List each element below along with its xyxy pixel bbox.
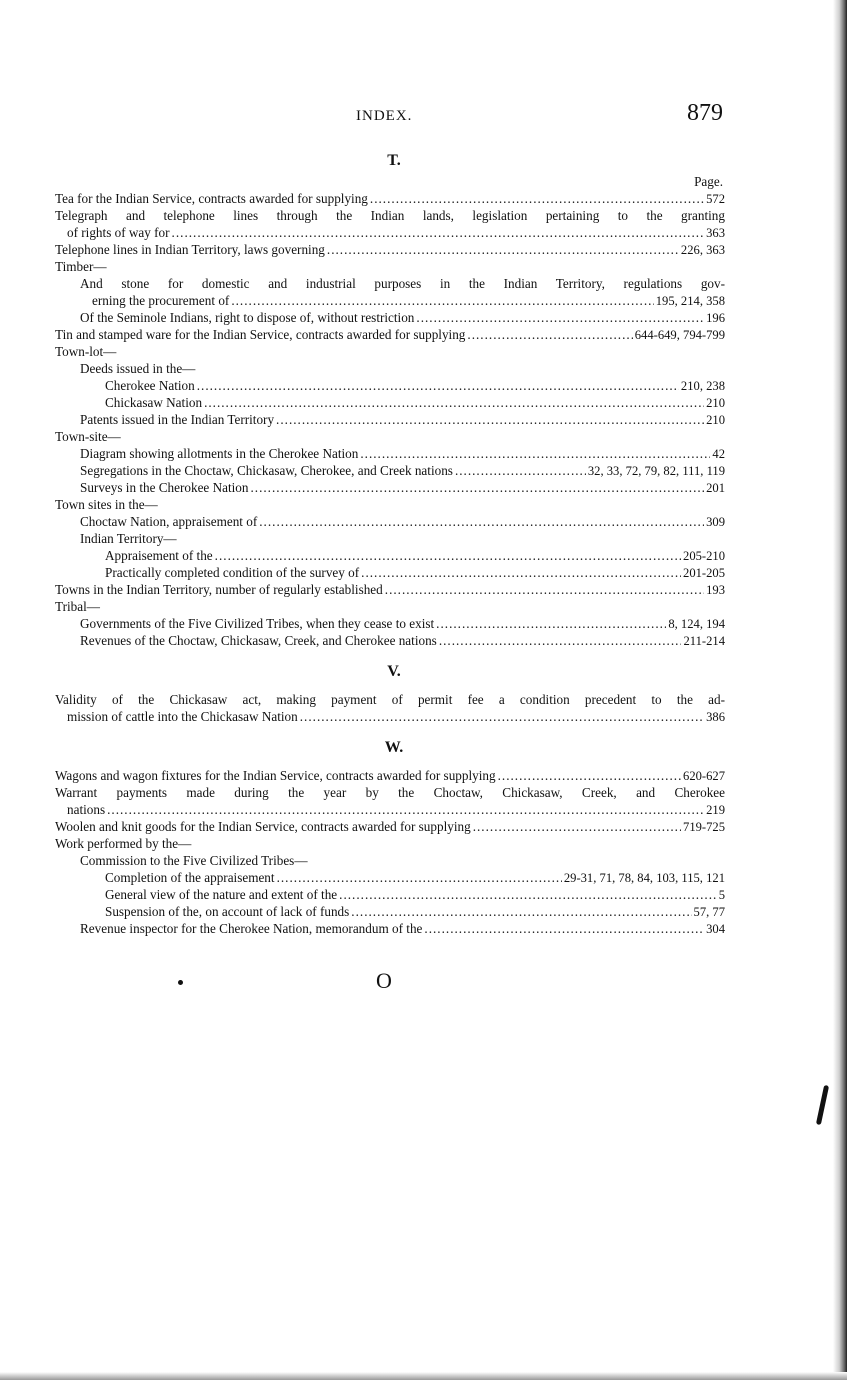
ink-smudge <box>816 1085 829 1125</box>
index-entry <box>55 326 725 343</box>
page-reference: 304 <box>706 922 725 936</box>
dot-leader <box>172 224 705 241</box>
page-reference: 211-214 <box>683 634 725 648</box>
page-reference: 201-205 <box>683 566 725 580</box>
entry-text: Surveys in the Cherokee Nation <box>80 480 249 495</box>
index-entry <box>55 767 725 784</box>
entry-text: Tribal— <box>55 599 100 614</box>
index-entry <box>55 309 725 326</box>
entry-text: Governments of the Five Civilized Tribes, when they cease to exist <box>80 616 435 631</box>
page-reference: 195, 214, 358 <box>655 294 725 308</box>
index-entry <box>55 818 725 835</box>
entry-text: Cherokee Nation <box>105 378 195 393</box>
page-reference: 5 <box>718 888 725 902</box>
page-reference: 210 <box>706 413 725 427</box>
entry-text: Chickasaw Nation <box>105 395 203 410</box>
index-entry <box>55 258 725 275</box>
entry-text: Wagons and wagon fixtures for the Indian Service, contracts awarded for supplying <box>55 768 496 783</box>
entry-text: Commission to the Five Civilized Tribes— <box>80 853 308 868</box>
entry-text: Practically completed condition of the survey of <box>105 565 360 580</box>
index-entry <box>55 496 725 513</box>
page-reference: 201 <box>706 481 725 495</box>
dot-leader <box>455 462 586 479</box>
dot-leader <box>339 886 717 903</box>
page-reference: 219 <box>706 803 725 817</box>
entry-text: General view of the nature and extent of the <box>105 887 338 902</box>
entry-text: Towns in the Indian Territory, number of regularly established <box>55 582 383 597</box>
dot-leader <box>300 708 704 725</box>
index-entry <box>55 462 725 479</box>
section-letter: W. <box>384 739 404 756</box>
dot-leader <box>467 326 632 343</box>
page-reference: 620-627 <box>683 769 725 783</box>
entry-text-line: Warrant payments made during the year by the Choctaw, Chickasaw, Creek, and Cherokee <box>55 785 725 800</box>
page-reference: 32, 33, 72, 79, 82, 111, 119 <box>587 464 725 478</box>
dot-leader <box>327 241 679 258</box>
dot-leader <box>385 581 704 598</box>
index-entry <box>55 275 725 309</box>
page-reference: 572 <box>706 192 725 206</box>
index-entry <box>55 852 725 869</box>
index-entry <box>55 360 725 377</box>
index-entry <box>55 903 725 920</box>
section-letter: T. <box>387 152 401 169</box>
index-entry <box>55 784 725 818</box>
entry-text: Patents issued in the Indian Territory <box>80 412 275 427</box>
entry-text: Town-lot— <box>55 344 117 359</box>
dot-leader <box>498 767 681 784</box>
dot-leader <box>416 309 704 326</box>
index-entry <box>55 428 725 445</box>
page-reference: 29-31, 71, 78, 84, 103, 115, 121 <box>563 871 725 885</box>
index-entry <box>55 920 725 937</box>
index-entry <box>55 547 725 564</box>
entry-text: Appraisement of the <box>105 548 213 563</box>
dot-leader <box>436 615 666 632</box>
dot-leader <box>370 190 704 207</box>
dot-leader <box>197 377 679 394</box>
section-letter: V. <box>387 663 401 680</box>
entry-text-line: Telegraph and telephone lines through the Indian lands, legislation pertaining to the granting <box>55 208 725 223</box>
entry-text: Woolen and knit goods for the Indian Service, contracts awarded for supplying <box>55 819 471 834</box>
index-entry <box>55 513 725 530</box>
dot-leader <box>231 292 653 309</box>
dot-leader <box>360 445 710 462</box>
entry-text: Tin and stamped ware for the Indian Service, contracts awarded for supplying <box>55 327 466 342</box>
entry-text: Indian Territory— <box>80 531 177 546</box>
running-head: INDEX. <box>356 108 413 124</box>
index-entry <box>55 691 725 725</box>
index-entry <box>55 190 725 207</box>
index-entry <box>55 530 725 547</box>
entry-text: Deeds issued in the— <box>80 361 196 376</box>
entry-text-line: And stone for domestic and industrial purposes in the Indian Territory, regulations gov- <box>80 276 725 291</box>
entry-text: mission of cattle into the Chickasaw Nation <box>67 709 298 724</box>
index-entry <box>55 581 725 598</box>
page-reference: 363 <box>706 226 725 240</box>
index-entry <box>55 343 725 360</box>
entry-text: Revenue inspector for the Cherokee Nation, memorandum of the <box>80 921 423 936</box>
entry-text: Of the Seminole Indians, right to dispose of, without restriction <box>80 310 415 325</box>
page-number: 879 <box>687 100 723 126</box>
entry-text: Segregations in the Choctaw, Chickasaw, Cherokee, and Creek nations <box>80 463 453 478</box>
dot-leader <box>204 394 704 411</box>
index-entry <box>55 411 725 428</box>
dot-leader <box>107 801 704 818</box>
page-column-label: Page. <box>694 174 723 189</box>
page-reference: 386 <box>706 710 725 724</box>
ink-dot <box>178 980 183 985</box>
page-edge-shadow <box>833 0 847 1380</box>
entry-text-line: Validity of the Chickasaw act, making payment of permit fee a condition precedent to the ad- <box>55 692 725 707</box>
entry-text: nations <box>67 802 106 817</box>
dot-leader <box>276 411 704 428</box>
page-reference: 210 <box>706 396 725 410</box>
entry-text: Timber— <box>55 259 107 274</box>
page-reference: 309 <box>706 515 725 529</box>
dot-leader <box>351 903 691 920</box>
index-entry <box>55 564 725 581</box>
index-entry <box>55 394 725 411</box>
index-entry <box>55 615 725 632</box>
dot-leader <box>277 869 562 886</box>
entry-text: Suspension of the, on account of lack of funds <box>105 904 350 919</box>
index-entry <box>55 241 725 258</box>
entry-text: Telephone lines in Indian Territory, laws governing <box>55 242 325 257</box>
dot-leader <box>215 547 681 564</box>
page-bottom-edge <box>0 1372 847 1380</box>
page-reference: 210, 238 <box>680 379 725 393</box>
dot-leader <box>439 632 682 649</box>
index-entry <box>55 445 725 462</box>
index-entry <box>55 377 725 394</box>
page-header <box>0 100 847 130</box>
index-entry <box>55 886 725 903</box>
index-entry <box>55 835 725 852</box>
index-content <box>55 148 725 937</box>
page-reference: 8, 124, 194 <box>668 617 725 631</box>
entry-text: Completion of the appraisement <box>105 870 275 885</box>
entry-text: Choctaw Nation, appraisement of <box>80 514 258 529</box>
entry-text: of rights of way for <box>67 225 170 240</box>
entry-text: Work performed by the— <box>55 836 192 851</box>
page-reference: 205-210 <box>683 549 725 563</box>
dot-leader <box>250 479 704 496</box>
entry-text: Tea for the Indian Service, contracts awarded for supplying <box>55 191 368 206</box>
dot-leader <box>361 564 681 581</box>
index-entry <box>55 207 725 241</box>
page-reference: 196 <box>706 311 725 325</box>
page-reference: 42 <box>712 447 725 461</box>
entry-text: Revenues of the Choctaw, Chickasaw, Creek, and Cherokee nations <box>80 633 437 648</box>
dot-leader <box>259 513 704 530</box>
page-reference: 226, 363 <box>680 243 725 257</box>
dot-leader <box>473 818 681 835</box>
dot-leader <box>424 920 704 937</box>
page-reference: 644-649, 794-799 <box>634 328 725 342</box>
page-reference: 193 <box>706 583 725 597</box>
entry-text: erning the procurement of <box>92 293 230 308</box>
page-reference: 57, 77 <box>693 905 725 919</box>
index-entry <box>55 479 725 496</box>
entry-text: Diagram showing allotments in the Cherokee Nation <box>80 446 359 461</box>
index-entry <box>55 869 725 886</box>
end-mark: O <box>376 968 392 993</box>
entry-text: Town sites in the— <box>55 497 158 512</box>
page-reference: 719-725 <box>683 820 725 834</box>
entry-text: Town-site— <box>55 429 121 444</box>
index-entry <box>55 632 725 649</box>
index-entry <box>55 598 725 615</box>
